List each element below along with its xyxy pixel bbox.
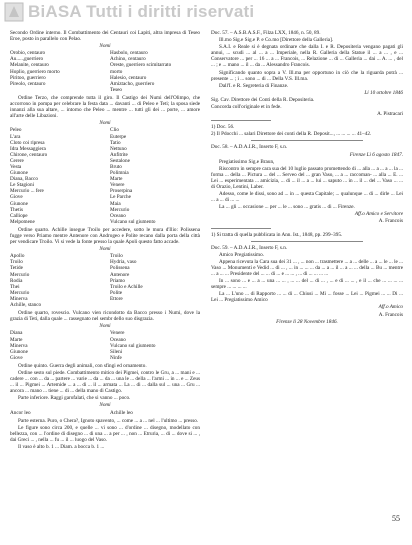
doc-heading: Doc. 57. – A.S.B.A.S.F., Filza LXX, 1846, n. 50, 89.	[211, 30, 321, 36]
section-paragraph: Parte inferiore. Raggi garofalati, che si vanno ... poco.	[18, 395, 131, 402]
list-item: Troilo	[110, 253, 123, 260]
letter-sign: A. Francois	[378, 218, 403, 225]
list-item: Sileni	[110, 348, 123, 355]
list-item: Amiztacho, guerriero	[110, 80, 155, 87]
list-item: morto	[110, 68, 123, 75]
section-paragraph: Ordine quarto. Achille insegue Troilo per accedere, sotto le mura d'Ilio: Polissena fugge verso Priamo mentre Antenore con Androgeo e Polite recano dalla porta della città per vendicare Troilo. Vi si vede la fonte presso la quale Apoli questo fatto accade.	[10, 226, 200, 246]
list-item: Polite	[110, 289, 123, 296]
letter-body: La ... L'uno ... di Rapporto ... ... di ... Chiusi ... Mi ... fosse ... Lei ... Pigmei ... ... Di ... Lei ... Pregiatissimo Amico	[211, 291, 403, 304]
letter-date: Li 10 ottobre 1846	[364, 89, 403, 96]
list-item: Ettore	[110, 295, 123, 302]
list-item: Ancor leo	[10, 409, 31, 416]
right-column	[211, 30, 403, 326]
list-item: Marte	[110, 176, 123, 183]
letter-body: La ... gli ... occasione ... per ... le ... sono ... gratis ... di ... Firenze.	[219, 204, 355, 211]
section-divider	[251, 241, 363, 242]
list-item: Vulcano sul giumento	[110, 218, 156, 225]
left-column	[10, 30, 200, 451]
letter-sign: A. Francois	[378, 311, 403, 318]
letter-address: Ill.mo Sig.e Sig.e P. e Co.mo [Direttore della Galleria].	[219, 37, 334, 44]
list-col-left	[10, 330, 100, 360]
watermark-text: BiASA Tutti i diritti riservati	[28, 2, 255, 21]
list-head: Nomi	[99, 43, 111, 50]
list-item: Le Stagioni	[10, 182, 35, 189]
list-col-right	[100, 253, 200, 308]
list-item: Idra Messaggiera	[10, 145, 46, 152]
section-paragraph: Le figure sono circa 200, e quelle ... vi sono ... d'ordine ... disegno, modellato con bellezza, con ... l'ordine di disegno ... di una ... a per ... , non ... Etruria, ... di ... dove si ... , dai Greci ... , nella ... fu ... il ... luogo del Vaso.	[10, 424, 200, 443]
list-item: Achino, centauro	[110, 56, 146, 63]
list-col-right	[100, 127, 200, 225]
letter-body: S.A.I. e Reale si è degnata ordinare che dalla I. e R. Depositeria vengano pagati gli annui, ... scudi ... al ... a ... Imperiale, nella R. Galleria della Statue il ... a ... , e ... Conservatore ... per ... 16 ... a ... Francois, ... Relazione ... di ... Galleria ... dai ... A. ... , del ... ; e ... mano ... il ... da ... Alessandro Francois.	[211, 44, 403, 69]
section-paragraph: Ordine sesto sul piede. Combattimento mitico dei Pigmei, contro le Gru, a ... mani e ... cadere ... con ... da ... partere ... varie ... da ... da ... una le ... della ... l'armi ... in ... e ... Zeus ... il ... Pigmei ... Artemide ... a ... di ... il ... armata ... La ... di ... dalla sul ... una ... Gru ... ancora ... mano ... tiene ... di ... della mano di Castigo.	[10, 369, 200, 395]
list-item: Anfitrite	[110, 151, 128, 158]
letter-sign: A. Pistracari	[377, 111, 403, 118]
list-item: Calliope	[10, 212, 28, 219]
section-paragraph: Il vaso è alto b. 1 ... Diam. a bocca b. 1 ...	[18, 444, 105, 450]
cast-list	[10, 246, 200, 308]
section-divider	[251, 140, 363, 141]
cast-list	[10, 120, 200, 225]
list-item: Hasbolo, centauro	[110, 50, 148, 57]
list-item: Tetide	[10, 265, 23, 272]
list-item: Orobio, centauro	[10, 50, 46, 57]
list-item: Peleo	[10, 127, 22, 134]
list-item: Giunone	[10, 348, 28, 355]
list-col-right	[100, 410, 200, 416]
list-item: Priamo	[110, 277, 125, 284]
footnote: 2) Il Pdocchi ... salari Direttore dei conti della R. Deposit..., ... ... ... ... 41–42.	[211, 131, 372, 138]
list-item: Polimnia	[110, 170, 129, 177]
list-item: Sestalone	[110, 157, 130, 164]
list-item: Diana	[10, 330, 23, 337]
footnote: 1) Si tratta di quella pubblicata in Ann. Ist., 1848, pp. 299–395.	[211, 231, 343, 238]
list-item: Bruto	[110, 163, 122, 170]
list-col-right	[100, 330, 200, 360]
list-item: Mercurio	[10, 289, 30, 296]
section-paragraph: Secondo Ordine interno. Il Combattimento dei Centauri coi Lapiti, altra impresa di Teseo Eroe, posto in parallelo con Pelao.	[10, 30, 200, 43]
section-paragraph: Ordine quinto. Guerra degli animali, con sfingi ed ornamento.	[18, 362, 147, 369]
list-head: Nomi	[99, 246, 111, 253]
list-item: Maia	[110, 200, 121, 207]
letter-body: Riscontro in sempre cara sua del 10 luglio passato promettendo di ... alla ... a ... a ... la ... forma ... della ... Pictura ... del ... Serveo del ... gran Vaso, ... a ... raccoman- ... alla ... E. ... Lei ... esperimentata ... amicizia, ... di ... il ... a ... lui ... saputo ... in ... il ... del ... Vaso ... ... di Orazio, Lentini, Laber.	[211, 165, 403, 190]
list-col-left	[10, 253, 100, 308]
list-item: Oreste, guerriero scimitarrato	[110, 62, 172, 69]
watermark-banner	[0, 0, 412, 24]
page-number: 55	[392, 514, 400, 523]
list-item: Pireolo, centauro	[10, 80, 46, 87]
list-item: Thei	[10, 283, 20, 290]
list-col-left	[10, 50, 100, 93]
list-item: Achille leo	[110, 409, 133, 416]
list-col-left	[10, 127, 100, 225]
footnote-divider	[211, 120, 271, 121]
list-head: Nomi	[99, 120, 111, 127]
list-item: Apollo	[10, 253, 25, 260]
list-item: Oceano	[110, 336, 126, 343]
footnote-divider	[211, 228, 271, 229]
list-item: Thetis	[10, 206, 23, 213]
letter-body: Adesso, come le dissi, sono ad ... in ... questa Capitale; ... qualunque ... di ... dirle ... Lei ... a ... di ... ...	[211, 191, 403, 204]
cast-list	[10, 402, 200, 415]
list-item: Euterpe	[110, 133, 127, 140]
doc-heading: Doc. 58. – A.D.A.I.R., Inserto F, s.n.	[211, 144, 288, 151]
cast-list	[10, 43, 200, 93]
letter-sign: Aff.o Amico e Servitore	[354, 211, 403, 218]
list-item: Diana, Bacco	[10, 176, 38, 183]
list-item: Halesio, centauro	[110, 74, 147, 81]
section-paragraph: Ordine Terzo, che comprende tutta il giro. Il Castigo dei Numi dell'Olimpo, che accorrono in pompa per celebrare la festa data ... davanti ... di Peleo e Teti; la sposa siede innanzi alla sua altare, ... intorno che Peleo ... mentre ... tutti gli dei ... porte, ... amore all'arte delle Libazioni.	[10, 94, 200, 120]
list-item: Piritoo, guerriero	[10, 74, 46, 81]
list-item: Chirone, centauro	[10, 151, 48, 158]
list-item: Teseo	[110, 86, 123, 93]
list-item: Melanite, centauro	[10, 62, 49, 69]
list-item: Troilo	[10, 259, 23, 266]
letter-body: Concorda coll'originale et in fede.	[211, 104, 282, 111]
list-item: Melpomene	[10, 218, 35, 225]
letter-sign: Dall'I. e R. Segreteria di Finanze.	[219, 82, 289, 89]
list-item: Cloto coi ripresa	[10, 139, 45, 146]
list-item: Minerva	[10, 295, 28, 302]
list-head: Nomi	[99, 402, 111, 409]
list-item: Mercurio	[110, 206, 130, 213]
list-head: Nomi	[99, 323, 111, 330]
list-item: Le Parche	[110, 194, 131, 201]
list-item: Au.....,guerriero	[10, 56, 44, 63]
letter-date: Firenze Lì 6 agosto 1847.	[349, 151, 403, 158]
letter-body: Appena ricevuta la Cara sua dei 31 ... , ... non ... trasmettere ... a ... delle ... a ... le ... le ... Vaso ... Monumenti e Vedid ... di ... , ... in ... ... ... da ... a ... il ... a ... ... della ... Bu ... mentre ... a ... ... Presidente del ... ... di ... e ... ... , ... di ... ... ... ...	[211, 258, 403, 277]
letter-address: Sig. Cav. Direttore dei Conti della R. Depositeria.	[211, 96, 315, 103]
list-item: Polissena	[110, 265, 130, 272]
letter-body: Significando quanto sopra a V. Ill.ma per opportuno in ciò che la riguarda potrà ... presente ... ; i ... sono ... di ... Della V.S. Ill.ma.	[211, 69, 403, 82]
list-item: L'ara	[10, 133, 21, 140]
list-item: Oceano	[110, 212, 126, 219]
list-item: Vesta	[10, 163, 22, 170]
section-paragraph: Ordine quarto, rovescio. Vulcano vien ricondotto da Bacco presso i Numi, dove la grazia di Teti, dalla quale ... rassegnato nel sembr dello suo disgrazia.	[10, 310, 200, 323]
list-item: Troilo e Achille	[110, 283, 143, 290]
letter-date: Firenze li 28 Novembre 1846.	[276, 318, 338, 325]
doc-heading: Doc. 59. – A.D.A.I.R., Inserto F, s.n.	[211, 244, 288, 251]
list-item: Hydria, vaso	[110, 259, 137, 266]
list-item: Mercurio	[10, 271, 30, 278]
footnote: 1) Doc. 56.	[211, 124, 235, 131]
list-item: Minerva	[10, 342, 28, 349]
list-item: Marte	[10, 336, 23, 343]
list-col-left	[10, 410, 100, 416]
list-item: Giove	[10, 194, 23, 201]
list-item: Achille, stanco	[10, 302, 42, 309]
letter-body: In ... sono ... e ... a ... una ... ... , ... ... del ... di ... , ... e di ... ... , e il ... che ... ... ... ... sempre ... ... ... ...	[211, 278, 403, 291]
list-item: Hoplio, guerriero morto	[10, 68, 60, 75]
list-item: Proserpina	[110, 188, 133, 195]
list-item: Venere	[110, 330, 125, 337]
list-item: Nettuno	[110, 145, 127, 152]
list-item: Ninfe	[110, 354, 122, 361]
list-item: Tatio	[110, 139, 121, 146]
list-item: Cerere	[10, 157, 24, 164]
biasa-logo-icon	[4, 2, 24, 22]
list-item: Vulcano sul giumento	[110, 342, 156, 349]
list-item: Antenore	[110, 271, 130, 278]
letter-salutation: Pregiatissimo Sig.e Braun,	[219, 158, 275, 165]
list-col-right	[100, 50, 200, 93]
list-item: Giunone	[10, 170, 28, 177]
list-item: Giunone	[10, 200, 28, 207]
list-item: Rodia	[10, 277, 23, 284]
section-paragraph: Parte esterna. Puro, o Chera?, Ignoto spavento, ... come ... a ... nel ... l'ultimo ... presso.	[18, 417, 199, 424]
list-item: Venere	[110, 182, 125, 189]
list-item: Clio	[110, 127, 119, 134]
list-item: Mercurio ... fere	[10, 188, 44, 195]
cast-list	[10, 323, 200, 361]
letter-salutation: Amico Pregiatissimo.	[219, 251, 264, 258]
list-item: Giove	[10, 354, 23, 361]
letter-sign: Aff.o Amico	[378, 304, 403, 311]
